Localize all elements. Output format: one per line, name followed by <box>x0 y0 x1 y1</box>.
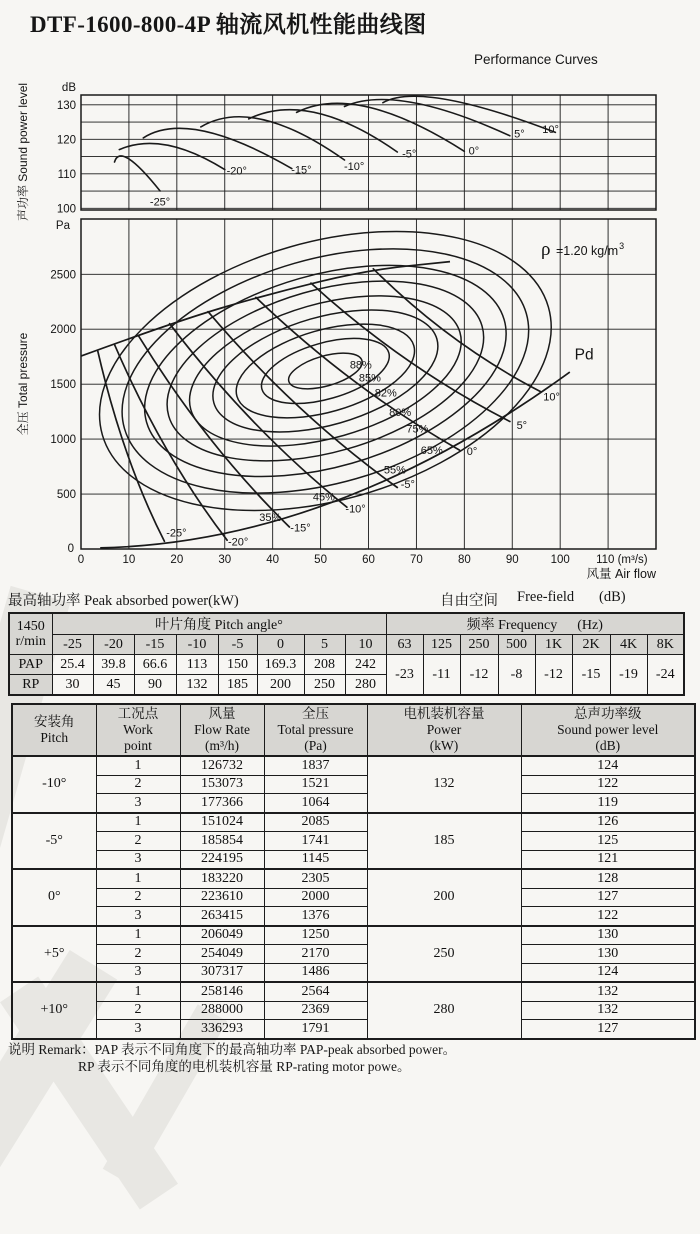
pitch-cell: 0° <box>12 869 96 926</box>
pitch-angle-value: 10 <box>345 635 386 655</box>
pitch-label: -20° <box>228 536 249 549</box>
total-pressure-cell: 1791 <box>264 1020 367 1039</box>
y-unit-label: Pa <box>55 220 70 232</box>
total-pressure-cell: 1250 <box>264 926 367 945</box>
pitch-angle-header: 叶片角度 Pitch angle° <box>52 613 386 635</box>
total-pressure-cell: 2000 <box>264 888 367 907</box>
rp-value: 45 <box>93 675 134 696</box>
total-pressure-cell: 2369 <box>264 1001 367 1020</box>
pitch-label: 5° <box>516 419 528 432</box>
work-point-cell: 3 <box>96 794 180 813</box>
power-cell: 280 <box>367 982 521 1039</box>
rp-value: 30 <box>52 675 93 696</box>
flow-rate-cell: 223610 <box>180 888 264 907</box>
work-point-cell: 1 <box>96 756 180 775</box>
work-point-cell: 3 <box>96 963 180 982</box>
y-tick-label: 2000 <box>50 324 76 337</box>
flow-rate-cell: 254049 <box>180 945 264 964</box>
sound-power-cell: 119 <box>521 794 695 813</box>
x-tick-label: 20 <box>170 554 184 566</box>
power-cell: 200 <box>367 869 521 926</box>
sound-power-cell: 127 <box>521 888 695 907</box>
curve-label: -20° <box>226 165 247 178</box>
sound-power-cell: 122 <box>521 907 695 926</box>
envelope-curve <box>81 262 450 357</box>
y-tick-label: 120 <box>56 134 76 147</box>
page-title: DTF-1600-800-4P 轴流风机性能曲线图 <box>30 12 427 37</box>
efficiency-label: 55% <box>383 464 406 477</box>
frequency-value: 250 <box>460 635 498 655</box>
y-axis-title: 声功率 Sound power level <box>16 82 30 222</box>
sound-power-cell: 124 <box>521 756 695 775</box>
flow-rate-cell: 336293 <box>180 1020 264 1039</box>
pitch-label: -15° <box>290 522 311 535</box>
pitch-label: 0° <box>466 446 478 459</box>
y-tick-label: 1000 <box>50 434 76 447</box>
work-point-cell: 2 <box>96 945 180 964</box>
free-field-value: -15 <box>572 655 610 696</box>
curve-label: -10° <box>343 161 365 174</box>
curve-label: 10° <box>542 123 559 136</box>
free-field-value: -8 <box>498 655 535 696</box>
flow-rate-cell: 224195 <box>180 850 264 869</box>
flow-rate-cell: 183220 <box>180 869 264 888</box>
pap-value: 208 <box>304 655 345 675</box>
remark-label: 说明 Remark： <box>8 1042 95 1057</box>
flow-rate-cell: 153073 <box>180 775 264 794</box>
total-pressure-cell: 1837 <box>264 756 367 775</box>
free-field-caption-cn: 自由空间 <box>440 593 498 609</box>
curve-label: -15° <box>291 164 312 177</box>
efficiency-label: 88% <box>349 359 372 372</box>
peak-power-table <box>8 612 685 696</box>
flow-rate-cell: 263415 <box>180 907 264 926</box>
pap-value: 169.3 <box>257 655 304 675</box>
x-tick-label: 90 <box>505 554 519 566</box>
pd-curve <box>100 372 570 548</box>
sound-power-cell: 132 <box>521 982 695 1001</box>
free-field-value: -24 <box>647 655 684 696</box>
rp-row-label: RP <box>9 675 52 696</box>
y-tick-label: 500 <box>56 489 76 502</box>
x-tick-label: 100 <box>550 554 570 566</box>
flow-rate-cell: 206049 <box>180 926 264 945</box>
total-pressure-cell: 1376 <box>264 907 367 926</box>
free-field-caption-unit: (dB) <box>599 589 626 605</box>
sound-power-cell: 125 <box>521 832 695 851</box>
total-pressure-cell: 1145 <box>264 850 367 869</box>
x-tick-label: 10 <box>122 554 136 566</box>
y-tick-label: 130 <box>56 99 76 112</box>
sound-power-cell: 128 <box>521 869 695 888</box>
remark-line-1 <box>8 1041 688 1058</box>
x-tick-label: 30 <box>218 554 232 566</box>
pitch-angle-value: -10 <box>176 635 218 655</box>
free-field-caption-en: Free-field <box>517 589 575 605</box>
free-field-value: -12 <box>460 655 498 696</box>
x-tick-label: 80 <box>457 554 471 566</box>
column-header-2: 风量 Flow Rate (m³/h) <box>180 704 264 756</box>
pd-label: Pd <box>574 346 594 364</box>
sound-power-cell: 127 <box>521 1020 695 1039</box>
flow-rate-cell: 258146 <box>180 982 264 1001</box>
pitch-angle-value: 5 <box>304 635 345 655</box>
rpm-cell: 1450 r/min <box>9 613 52 655</box>
total-pressure-cell: 2170 <box>264 945 367 964</box>
performance-charts <box>0 80 700 582</box>
pap-value: 242 <box>345 655 386 675</box>
pitch-angle-value: 0 <box>257 635 304 655</box>
work-point-cell: 3 <box>96 1020 180 1039</box>
power-cell: 185 <box>367 813 521 870</box>
rp-value: 132 <box>176 675 218 696</box>
curve-label: 0° <box>468 145 480 158</box>
sound-power-cell: 122 <box>521 775 695 794</box>
y-unit-label: dB <box>61 82 76 94</box>
column-header-4: 电机装机容量 Power (kW) <box>367 704 521 756</box>
pap-value: 39.8 <box>93 655 134 675</box>
total-pressure-cell: 1521 <box>264 775 367 794</box>
sound-power-cell: 132 <box>521 1001 695 1020</box>
curve-label: -25° <box>149 196 171 209</box>
sound-power-cell: 130 <box>521 945 695 964</box>
sound-curve-0° <box>297 103 465 151</box>
work-point-cell: 1 <box>96 926 180 945</box>
efficiency-label: 35% <box>259 512 282 525</box>
frequency-value: 4K <box>610 635 647 655</box>
work-point-cell: 2 <box>96 832 180 851</box>
x-axis-title: 风量 Air flow <box>586 567 656 581</box>
density-annotation: ρ =1.20 $kg/m^3$ <box>541 239 625 260</box>
efficiency-label: 82% <box>374 387 397 400</box>
pitch-cell: +5° <box>12 926 96 983</box>
sound-power-cell: 130 <box>521 926 695 945</box>
frequency-value: 2K <box>572 635 610 655</box>
work-point-cell: 1 <box>96 982 180 1001</box>
pap-row-label: PAP <box>9 655 52 675</box>
total-pressure-cell: 1741 <box>264 832 367 851</box>
x-tick-label: 50 <box>314 554 327 566</box>
peak-power-caption: 最高轴功率 Peak absorbed power(kW) <box>8 593 239 609</box>
efficiency-label: 85% <box>358 372 381 385</box>
pitch-label: -25° <box>166 527 187 540</box>
work-point-cell: 1 <box>96 869 180 888</box>
free-field-value: -23 <box>386 655 423 696</box>
pitch-cell: -10° <box>12 756 96 813</box>
curve-label: 5° <box>514 128 525 141</box>
total-pressure-cell: 1064 <box>264 794 367 813</box>
efficiency-label: 80% <box>389 407 412 420</box>
frequency-value: 1K <box>535 635 572 655</box>
pap-value: 25.4 <box>52 655 93 675</box>
efficiency-label: 45% <box>312 491 335 504</box>
pitch-cell: +10° <box>12 982 96 1039</box>
x-tick-label: 60 <box>362 554 375 566</box>
pap-value: 113 <box>176 655 218 675</box>
frequency-value: 500 <box>498 635 535 655</box>
x-tick-label: 0 <box>77 554 85 566</box>
work-point-cell: 1 <box>96 813 180 832</box>
total-pressure-cell: 2564 <box>264 982 367 1001</box>
remark-text-1: PAP 表示不同角度下的最高轴功率 PAP-peak absorbed power。 <box>94 1042 457 1057</box>
grid <box>81 95 656 210</box>
column-header-3: 全压 Total pressure (Pa) <box>264 704 367 756</box>
power-cell: 132 <box>367 756 521 813</box>
remark-block <box>8 1041 688 1075</box>
pitch-angle-value: -20 <box>93 635 134 655</box>
frequency-value: 125 <box>423 635 460 655</box>
y-tick-label: 110 <box>57 168 76 181</box>
performance-data-table <box>11 703 696 1040</box>
sound-curve--15° <box>143 128 291 168</box>
rp-value: 185 <box>218 675 257 696</box>
flow-rate-cell: 126732 <box>180 756 264 775</box>
rp-value: 200 <box>257 675 304 696</box>
x-tick-label: 70 <box>410 554 423 566</box>
rp-value: 250 <box>304 675 345 696</box>
frequency-value: 8K <box>647 635 684 655</box>
power-cell: 250 <box>367 926 521 983</box>
performance-curves-label: Performance Curves <box>474 52 598 67</box>
work-point-cell: 3 <box>96 850 180 869</box>
sound-power-cell: 126 <box>521 813 695 832</box>
free-field-value: -11 <box>423 655 460 696</box>
flow-rate-cell: 288000 <box>180 1001 264 1020</box>
flow-rate-cell: 307317 <box>180 963 264 982</box>
performance-table <box>11 703 696 1040</box>
x-tick-label: 40 <box>266 554 280 566</box>
pitch-label: -10° <box>345 503 366 516</box>
peak-power-frequency-table <box>8 612 685 696</box>
total-pressure-cell: 1486 <box>264 963 367 982</box>
y-axis-title: 全压 Total pressure <box>16 332 30 436</box>
work-point-cell: 2 <box>96 775 180 794</box>
work-point-cell: 2 <box>96 1001 180 1020</box>
rp-value: 280 <box>345 675 386 696</box>
work-point-cell: 2 <box>96 888 180 907</box>
sound-power-cell: 124 <box>521 963 695 982</box>
efficiency-label: 65% <box>420 445 443 458</box>
pitch-angle-value: -5 <box>218 635 257 655</box>
remark-line-2: RP 表示不同角度的电机装机容量 RP-rating motor powe。 <box>78 1059 411 1074</box>
column-header-1: 工况点 Work point <box>96 704 180 756</box>
frequency-value: 63 <box>386 635 423 655</box>
sound-power-cell: 121 <box>521 850 695 869</box>
pitch-label: -5° <box>400 479 415 492</box>
free-field-value: -19 <box>610 655 647 696</box>
rp-value: 90 <box>134 675 176 696</box>
column-header-0: 安装角 Pitch <box>12 704 96 756</box>
y-origin-label: 0 <box>67 543 74 555</box>
y-tick-label: 100 <box>56 203 76 216</box>
work-point-cell: 3 <box>96 907 180 926</box>
pitch-label: 10° <box>543 391 560 404</box>
curve-label: -5° <box>402 148 417 161</box>
column-header-5: 总声功率级 Sound power level (dB) <box>521 704 695 756</box>
frequency-header: 频率 Frequency (Hz) <box>386 613 684 635</box>
x-tick-label: 110 (m³/s) <box>596 554 648 566</box>
y-tick-label: 1500 <box>50 379 76 392</box>
y-tick-label: 2500 <box>50 269 76 282</box>
pitch-angle-value: -25 <box>52 635 93 655</box>
pap-value: 66.6 <box>134 655 176 675</box>
total-pressure-cell: 2085 <box>264 813 367 832</box>
flow-rate-cell: 177366 <box>180 794 264 813</box>
flow-rate-cell: 185854 <box>180 832 264 851</box>
total-pressure-cell: 2305 <box>264 869 367 888</box>
pitch-angle-value: -15 <box>134 635 176 655</box>
pap-value: 150 <box>218 655 257 675</box>
free-field-value: -12 <box>535 655 572 696</box>
pitch-cell: -5° <box>12 813 96 870</box>
flow-rate-cell: 151024 <box>180 813 264 832</box>
efficiency-label: 75% <box>406 423 429 436</box>
